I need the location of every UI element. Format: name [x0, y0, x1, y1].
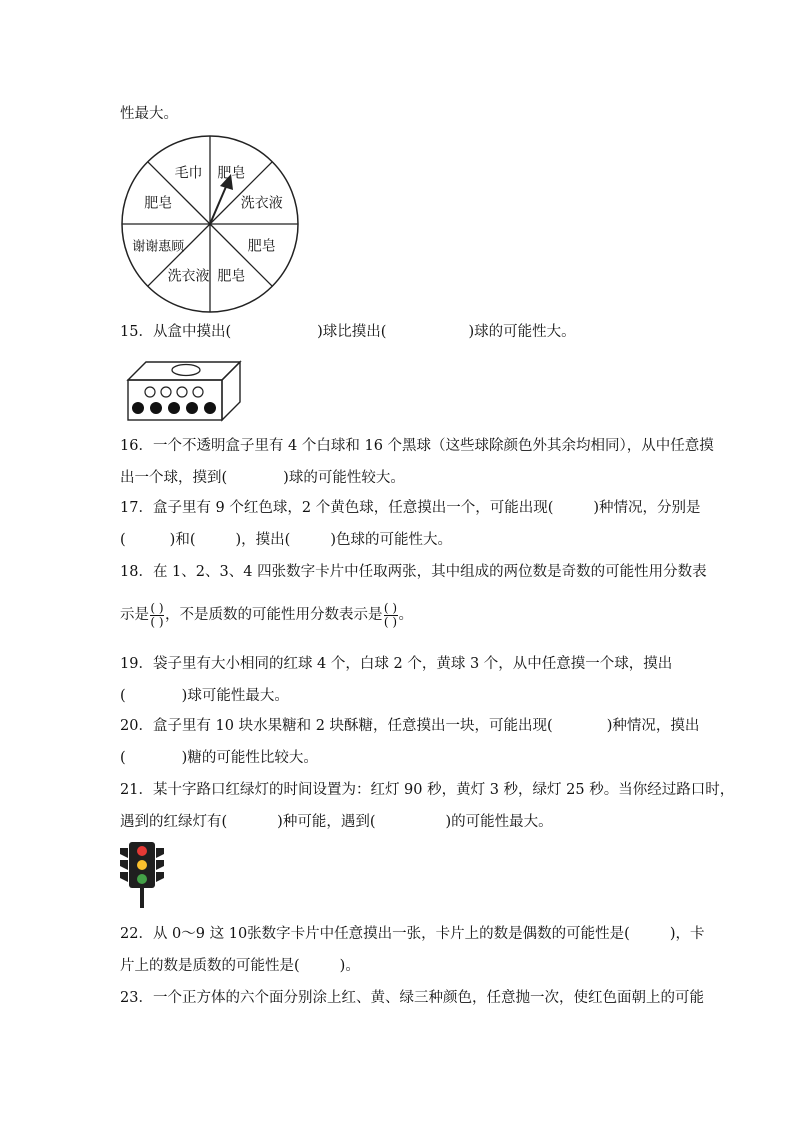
- question-23-line1: 23．一个正方体的六个面分别涂上红、黄、绿三种颜色，任意抛一次，使红色面朝上的可能: [120, 990, 704, 1006]
- question-16-line1: 16．一个不透明盒子里有 4 个白球和 16 个黑球（这些球除颜色外其余均相同），从中任意摸: [120, 438, 714, 454]
- white-ball: [161, 387, 171, 397]
- wheel-sector-label: 谢谢惠顾: [132, 239, 185, 255]
- question-15: 15．从盒中摸出( )球比摸出( )球的可能性大。: [120, 324, 576, 340]
- wheel-sector-label: 洗衣液: [240, 195, 283, 212]
- traffic-light-icon: [120, 842, 164, 908]
- black-ball: [150, 402, 162, 414]
- question-22-line2: 片上的数是质数的可能性是( )。: [120, 958, 360, 974]
- yellow-light: [137, 860, 147, 870]
- spinner-pointer: [210, 182, 228, 224]
- black-ball: [168, 402, 180, 414]
- question-19-line1: 19．袋子里有大小相同的红球 4 个，白球 2 个，黄球 3 个，从中任意摸一个球，摸出: [120, 656, 673, 672]
- question-17-line2: ( )和( )，摸出( )色球的可能性大。: [120, 532, 452, 548]
- black-ball: [204, 402, 216, 414]
- wheel-sector-label: 肥皂: [217, 268, 246, 285]
- wheel-sector-label: 洗衣液: [167, 268, 210, 285]
- black-ball: [186, 402, 198, 414]
- ball-box-figure: [126, 360, 242, 422]
- fraction-blank-2: $\frac{( )}{( )}$: [383, 600, 398, 629]
- question-21-line2: 遇到的红绿灯有( )种可能，遇到( )的可能性最大。: [120, 814, 553, 830]
- question-17-line1: 17．盒子里有 9 个红色球，2 个黄色球，任意摸出一个，可能出现( )种情况，分别是: [120, 500, 701, 516]
- fraction-blank-1: $\frac{( )}{( )}$: [150, 600, 164, 629]
- red-light: [137, 846, 147, 856]
- white-ball: [145, 387, 155, 397]
- white-ball: [193, 387, 203, 397]
- question-20-line2: ( )糖的可能性比较大。: [120, 750, 318, 766]
- question-19-line2: ( )球可能性最大。: [120, 688, 289, 704]
- question-22-line1: 22．从 0～9 这 10张数字卡片中任意摸出一张，卡片上的数是偶数的可能性是( )，卡: [120, 926, 705, 942]
- green-light: [137, 874, 147, 884]
- white-ball: [177, 387, 187, 397]
- box-opening: [172, 365, 200, 376]
- question-21-line1: 21．某十字路口红绿灯的时间设置为：红灯 90 秒，黄灯 3 秒，绿灯 25 秒。当你经过路口时，: [120, 782, 735, 798]
- question-16-line2: 出一个球，摸到( )球的可能性较大。: [120, 470, 405, 486]
- q14-tail: 性最大。: [120, 106, 178, 122]
- question-18-line1: 18．在 1、2、3、4 四张数字卡片中任取两张，其中组成的两位数是奇数的可能性用分数表: [120, 564, 707, 580]
- question-20-line1: 20．盒子里有 10 块水果糖和 2 块酥糖，任意摸出一块，可能出现( )种情况，摸出: [120, 718, 700, 734]
- black-ball: [132, 402, 144, 414]
- wheel-sector-label: 肥皂: [144, 195, 173, 212]
- spinner-wheel-figure: [118, 132, 304, 318]
- question-18-line2: 示是 $\frac{( )}{( )}$ ，不是质数的可能性用分数表示是 $\frac{( )}{( )}$ 。: [120, 600, 413, 629]
- wheel-sector-label: 肥皂: [217, 165, 246, 182]
- wheel-sector-label: 肥皂: [247, 238, 276, 255]
- wheel-sector-label: 毛巾: [174, 165, 203, 182]
